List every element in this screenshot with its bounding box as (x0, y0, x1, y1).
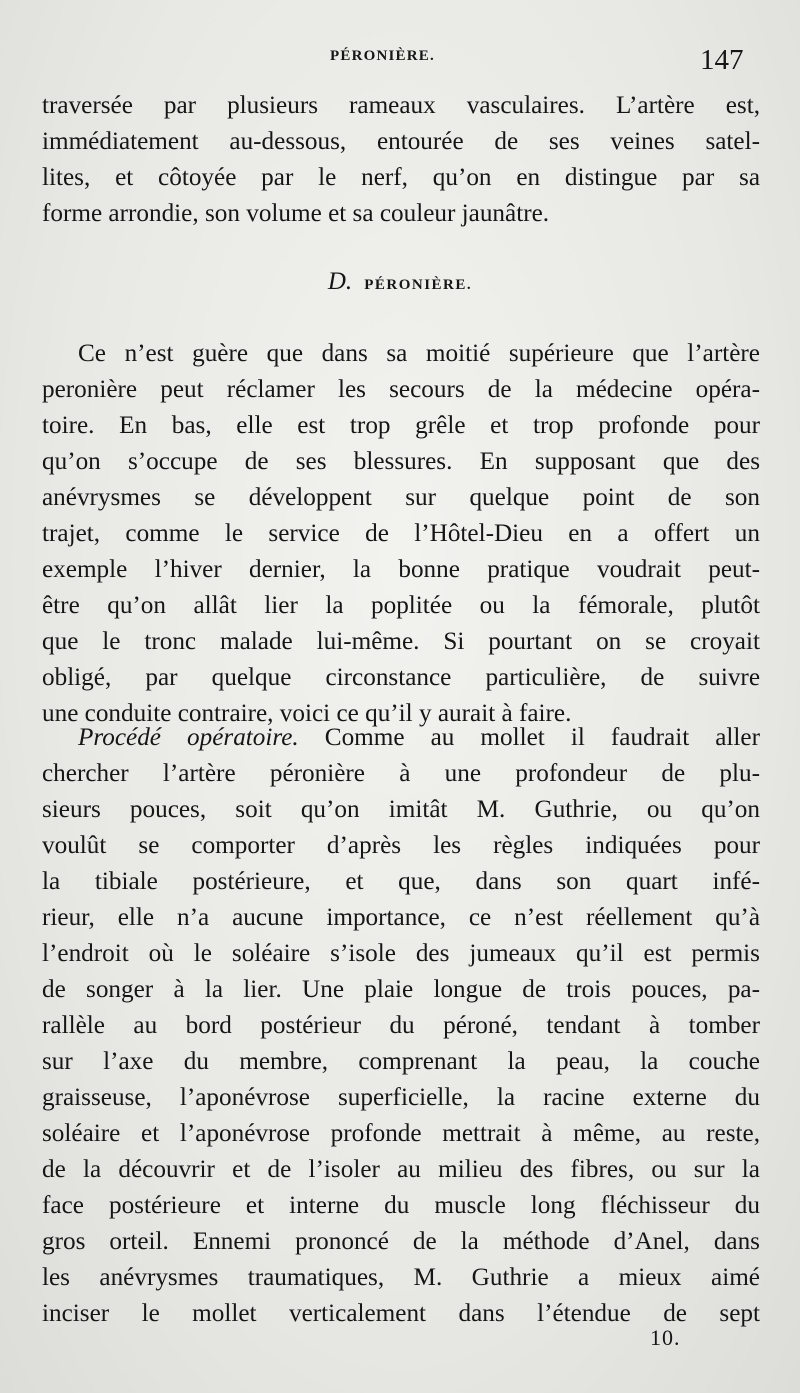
text-line: anévrysmes se développent sur quelque point de son (42, 484, 760, 511)
text-line: rallèle au bord postérieur du péroné, tendant à tomber (42, 1012, 760, 1039)
text-line: immédiatement au-dessous, entourée de ses veines satel- (42, 128, 760, 155)
text-line: de songer à la lier. Une plaie longue de trois pouces, pa- (42, 976, 760, 1003)
text-line: gros orteil. Ennemi prononcé de la méthode d’Anel, dans (42, 1228, 760, 1255)
text-line: une conduite contraire, voici ce qu’il y aurait à faire. (42, 700, 572, 727)
running-title: PÉRONIÈRE. (330, 48, 435, 64)
section-name: PÉRONIÈRE. (364, 277, 473, 293)
text-line: la tibiale postérieure, et que, dans son quart infé- (42, 868, 760, 895)
text-line: forme arrondie, son volume et sa couleur jaunâtre. (42, 200, 550, 227)
text-line: toire. En bas, elle est trop grêle et trop profonde pour (42, 412, 760, 439)
text-line: Ce n’est guère que dans sa moitié supérieure que l’artère (78, 340, 760, 367)
text-line (42, 720, 760, 756)
text-line: être qu’on allât lier la poplitée ou la fémorale, plutôt (42, 592, 760, 619)
text-line: face postérieure et interne du muscle long fléchisseur du (42, 1192, 760, 1219)
text-line: que le tronc malade lui-même. Si pourtant on se croyait (42, 628, 760, 655)
text-line: sieurs pouces, soit qu’on imitât M. Guthrie, ou qu’on (42, 796, 760, 823)
text-line: qu’on s’occupe de ses blessures. En supposant que des (42, 448, 760, 475)
text-line: obligé, par quelque circonstance particulière, de suivre (42, 664, 760, 691)
text-line: sur l’axe du membre, comprenant la peau, la couche (42, 1048, 760, 1075)
text-line: traversée par plusieurs rameaux vasculaires. L’artère est, (42, 92, 760, 119)
text-line: peronière peut réclamer les secours de la médecine opéra- (42, 376, 760, 403)
procedure-first-line: Comme au mollet il faudrait aller (298, 724, 760, 751)
paragraph-intro (42, 336, 760, 732)
text-line: lites, et côtoyée par le nerf, qu’on en distingue par sa (42, 164, 760, 191)
paragraph-procedure (42, 720, 760, 1332)
text-line: les anévrysmes traumatiques, M. Guthrie a mieux aimé (42, 1264, 760, 1291)
text-line: l’endroit où le soléaire s’isole des jumeaux qu’il est permis (42, 940, 760, 967)
text-line: inciser le mollet verticalement dans l’étendue de sept (42, 1300, 760, 1327)
text-line: chercher l’artère péronière à une profondeur de plu- (42, 760, 760, 787)
signature-mark: 10. (650, 1325, 681, 1350)
text-line: de la découvrir et de l’isoler au milieu des fibres, ou sur la (42, 1156, 760, 1183)
text-line: soléaire et l’aponévrose profonde mettrait à même, au reste, (42, 1120, 760, 1147)
text-line: trajet, comme le service de l’Hôtel-Dieu en a offert un (42, 520, 760, 547)
procedure-lead: Procédé opératoire. (78, 724, 299, 751)
text-line: rieur, elle n’a aucune importance, ce n’est réellement qu’à (42, 904, 760, 931)
text-line: voulût se comporter d’après les règles indiquées pour (42, 832, 760, 859)
section-heading (0, 268, 800, 296)
text-line: exemple l’hiver dernier, la bonne pratique voudrait peut- (42, 556, 760, 583)
page-number: 147 (700, 44, 744, 76)
text-line: graisseuse, l’aponévrose superficielle, la racine externe du (42, 1084, 760, 1111)
running-head (0, 44, 800, 74)
section-letter: D. (327, 268, 353, 295)
paragraph-continuation (42, 88, 760, 232)
